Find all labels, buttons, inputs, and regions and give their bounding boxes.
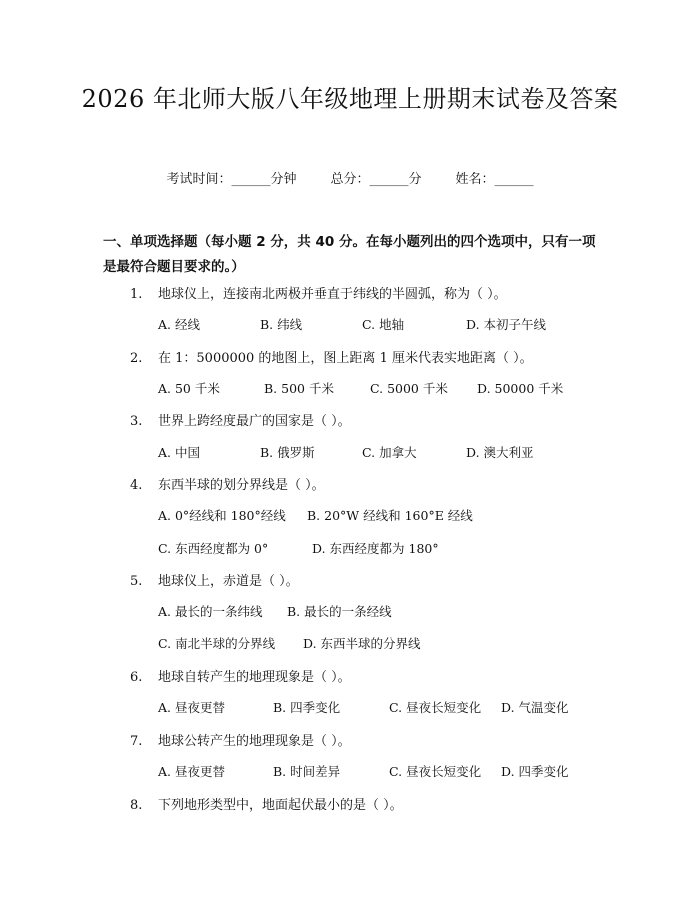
question-text: 地球仪上，连接南北两极并垂直于纬线的半圆弧，称为（ ）。 <box>158 287 507 302</box>
option-c: C. 南北半球的分界线 <box>158 636 276 651</box>
question-number: 4. <box>130 478 143 493</box>
question-2 <box>130 347 533 366</box>
option-d: D. 东西经度都为 180° <box>312 541 439 556</box>
option-b: B. 500 千米 <box>264 381 334 396</box>
option-d: D. 澳大利亚 <box>466 445 534 460</box>
question-text: 下列地形类型中，地面起伏最小的是（ ）。 <box>158 798 403 813</box>
option-d: D. 本初子午线 <box>466 317 547 332</box>
question-number: 8. <box>130 798 143 813</box>
question-8 <box>130 794 403 813</box>
option-b: B. 四季变化 <box>273 700 341 715</box>
option-b: B. 纬线 <box>260 317 303 332</box>
option-a: A. 最长的一条纬线 <box>158 604 263 619</box>
question-text: 世界上跨经度最广的国家是（ ）。 <box>158 414 351 429</box>
student-name-field: 姓名：______ <box>455 172 534 187</box>
question-number: 6. <box>130 670 143 685</box>
document-title: 2026 年北师大版八年级地理上册期末试卷及答案 <box>81 85 619 113</box>
question-5 <box>130 570 299 589</box>
option-a: A. 昼夜更替 <box>158 700 225 715</box>
total-score-field: 总分：______分 <box>330 172 422 187</box>
question-number: 1. <box>130 287 143 302</box>
option-c: C. 地轴 <box>362 317 405 332</box>
option-a: A. 经线 <box>158 317 200 332</box>
question-6 <box>130 666 351 685</box>
option-c: C. 东西经度都为 0° <box>158 541 269 556</box>
option-b: B. 时间差异 <box>273 764 341 779</box>
question-7 <box>130 730 351 749</box>
option-d: D. 50000 千米 <box>477 381 564 396</box>
option-d: D. 东西半球的分界线 <box>303 636 421 651</box>
option-b: B. 俄罗斯 <box>260 445 315 460</box>
exam-time-field: 考试时间：______分钟 <box>166 172 297 187</box>
option-b: B. 最长的一条经线 <box>287 604 392 619</box>
exam-info-line <box>0 168 700 187</box>
section-heading: 一、单项选择题（每小题 2 分，共 40 分。在每小题列出的四个选项中，只有一项是最符合题目要求的。） <box>103 234 596 275</box>
question-text: 东西半球的划分界线是（ ）。 <box>158 478 325 493</box>
question-text: 在 1：5000000 的地图上，图上距离 1 厘米代表实地距离（ ）。 <box>158 351 533 366</box>
option-d: D. 四季变化 <box>501 764 569 779</box>
question-text: 地球公转产生的地理现象是（ ）。 <box>158 734 351 749</box>
question-number: 7. <box>130 734 143 749</box>
question-1 <box>130 283 507 302</box>
question-number: 3. <box>130 414 143 429</box>
question-3 <box>130 410 351 429</box>
option-c: C. 昼夜长短变化 <box>389 700 482 715</box>
option-b: B. 20°W 经线和 160°E 经线 <box>307 508 473 523</box>
question-4 <box>130 474 325 493</box>
option-c: C. 5000 千米 <box>370 381 448 396</box>
option-c: C. 昼夜长短变化 <box>389 764 482 779</box>
option-a: A. 0°经线和 180°经线 <box>158 508 286 523</box>
question-text: 地球仪上，赤道是（ ）。 <box>158 574 299 589</box>
option-c: C. 加拿大 <box>362 445 417 460</box>
option-a: A. 昼夜更替 <box>158 764 225 779</box>
question-text: 地球自转产生的地理现象是（ ）。 <box>158 670 351 685</box>
option-a: A. 中国 <box>158 445 200 460</box>
question-number: 5. <box>130 574 143 589</box>
option-a: A. 50 千米 <box>158 381 220 396</box>
option-d: D. 气温变化 <box>501 700 569 715</box>
question-number: 2. <box>130 351 143 366</box>
